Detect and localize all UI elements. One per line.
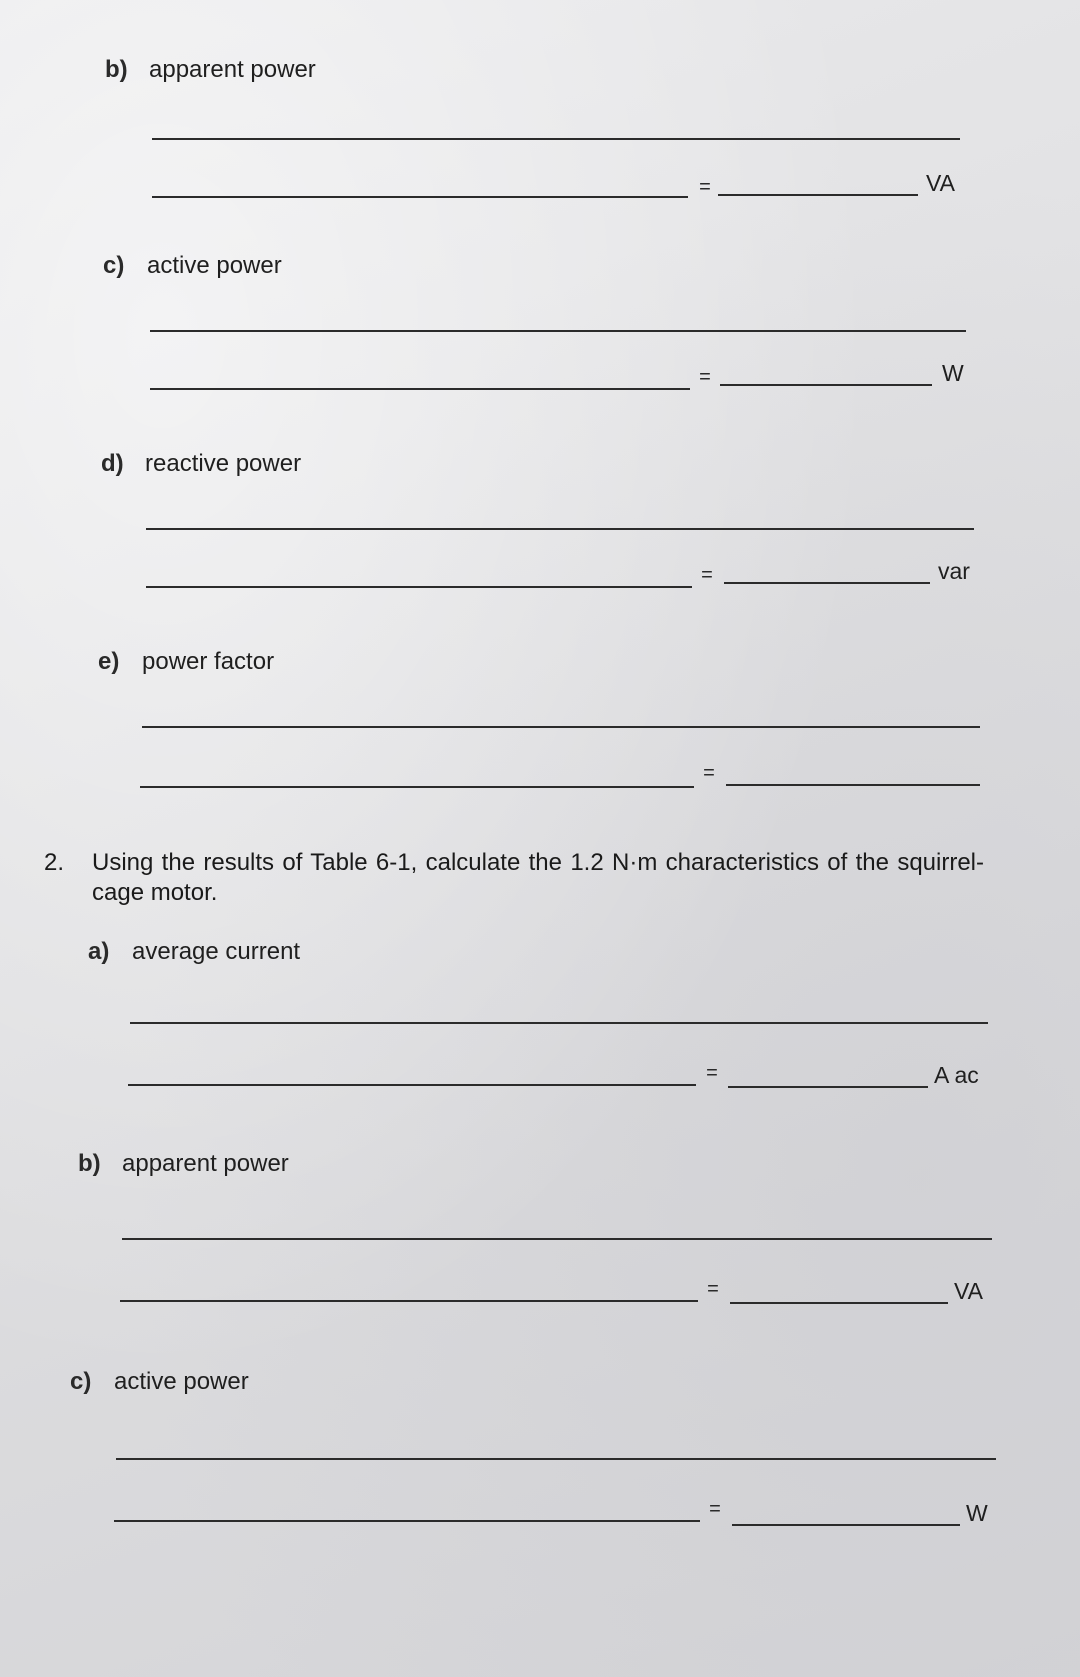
result-line[interactable]	[732, 1524, 960, 1526]
item-letter: e)	[98, 648, 120, 675]
question-text: Using the results of Table 6-1, calculate the 1.2 N·m characteristics of the squirrel-cage motor.	[92, 849, 984, 906]
result-line[interactable]	[730, 1302, 948, 1304]
item-letter: b)	[78, 1150, 101, 1177]
item-text: reactive power	[145, 450, 302, 477]
answer-line[interactable]	[142, 726, 980, 728]
item-text: apparent power	[122, 1150, 289, 1177]
equals-sign: =	[699, 176, 711, 198]
equals-sign: =	[707, 1278, 719, 1300]
equals-sign: =	[699, 366, 711, 388]
item-letter: d)	[101, 450, 124, 477]
result-line[interactable]	[720, 384, 932, 386]
unit-label: A ac	[934, 1062, 979, 1088]
answer-line[interactable]	[146, 528, 974, 530]
item-label	[101, 450, 301, 478]
result-line[interactable]	[724, 582, 930, 584]
unit-label: VA	[954, 1278, 983, 1304]
answer-line[interactable]	[140, 786, 694, 788]
answer-line[interactable]	[116, 1458, 996, 1460]
answer-line[interactable]	[150, 388, 690, 390]
unit-label: VA	[926, 170, 955, 196]
equals-sign: =	[709, 1498, 721, 1520]
answer-line[interactable]	[150, 330, 966, 332]
equals-sign: =	[701, 564, 713, 586]
result-line[interactable]	[728, 1086, 928, 1088]
item-label	[78, 1150, 289, 1178]
item-text: apparent power	[149, 56, 316, 83]
item-letter: c)	[70, 1368, 92, 1395]
answer-line[interactable]	[152, 138, 960, 140]
answer-line[interactable]	[120, 1300, 698, 1302]
item-label	[103, 252, 282, 280]
unit-label: W	[966, 1500, 988, 1526]
item-text: average current	[132, 938, 301, 965]
result-line[interactable]	[726, 784, 980, 786]
result-line[interactable]	[718, 194, 918, 196]
answer-line[interactable]	[130, 1022, 988, 1024]
answer-line[interactable]	[122, 1238, 992, 1240]
item-letter: b)	[105, 56, 128, 83]
item-text: active power	[147, 252, 282, 279]
item-label	[105, 56, 316, 84]
item-label	[98, 648, 274, 676]
item-label	[70, 1368, 249, 1396]
unit-label: var	[938, 558, 970, 584]
answer-line[interactable]	[146, 586, 692, 588]
item-label	[88, 938, 300, 966]
item-text: active power	[114, 1368, 249, 1395]
question-number: 2.	[44, 849, 65, 876]
answer-line[interactable]	[128, 1084, 696, 1086]
answer-line[interactable]	[114, 1520, 700, 1522]
equals-sign: =	[703, 762, 715, 784]
question-2	[44, 848, 984, 908]
answer-line[interactable]	[152, 196, 688, 198]
item-letter: a)	[88, 938, 110, 965]
unit-label: W	[942, 360, 964, 386]
item-letter: c)	[103, 252, 125, 279]
equals-sign: =	[706, 1062, 718, 1084]
item-text: power factor	[142, 648, 275, 675]
